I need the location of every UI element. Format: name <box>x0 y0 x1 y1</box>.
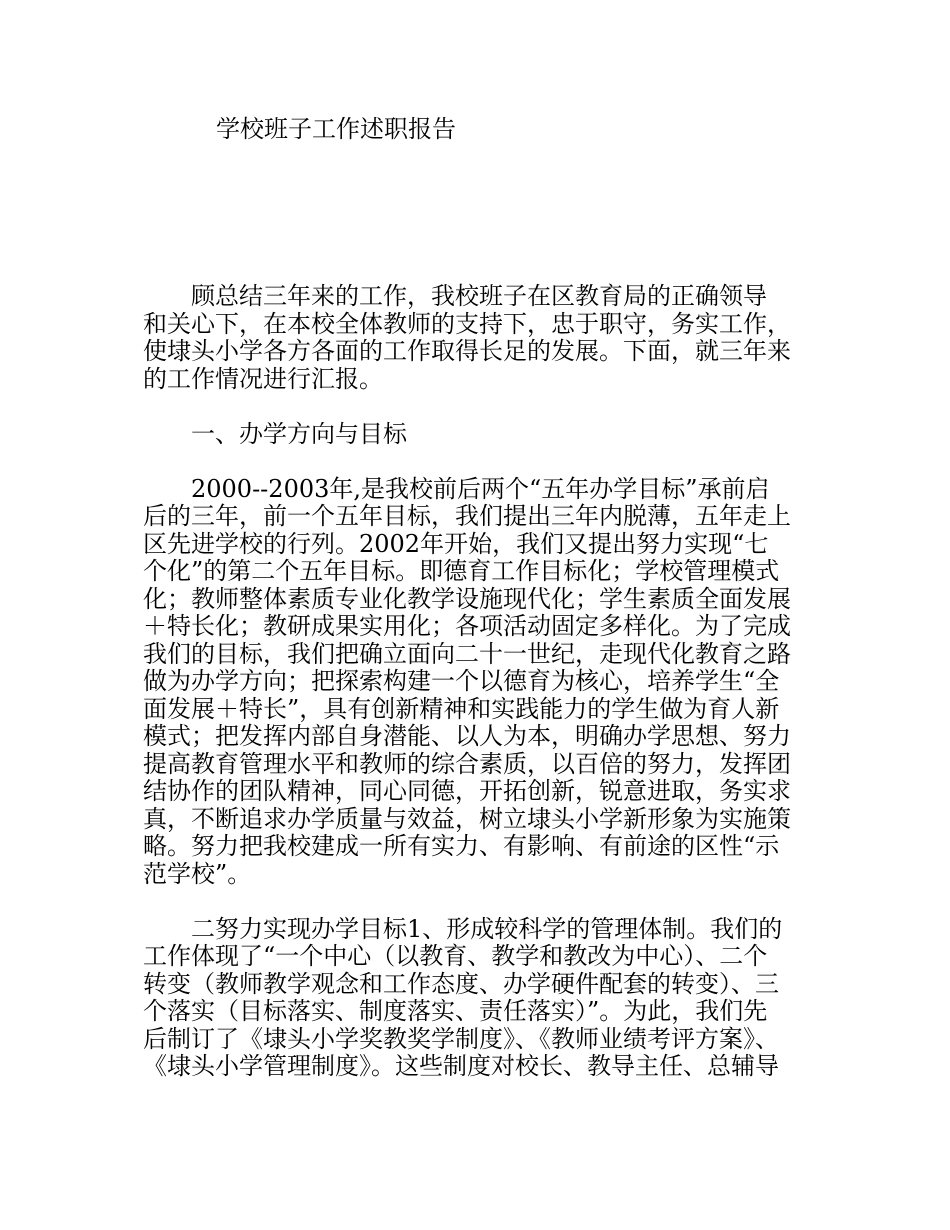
text-line: 面发展＋特长”，具有创新精神和实践能力的学生做为育人新 <box>143 694 780 723</box>
text-line: 《埭头小学管理制度》。这些制度对校长、教导主任、总辅导 <box>143 1052 779 1080</box>
text-line: 略。努力把我校建成一所有实力、有影响、有前途的区性“示 <box>143 832 780 860</box>
text-line: 工作体现了“一个中心（以教育、教学和教改为中心）、二个 <box>143 942 768 970</box>
text-line: 范学校”。 <box>143 859 252 888</box>
text-line: 转变（教师教学观念和工作态度、办学硬件配套的转变）、三 <box>143 969 779 998</box>
text-line: 和关心下，在本校全体教师的支持下，忠于职守，务实工作， <box>143 309 791 338</box>
text-line: 的工作情况进行汇报。 <box>143 364 383 393</box>
paragraph-goals <box>143 476 823 889</box>
text-line: 提高教育管理水平和教师的综合素质，以百倍的努力，发挥团 <box>143 749 791 778</box>
text-line: 模式；把发挥内部自身潜能、以人为本，明确办学思想、努力 <box>143 722 791 750</box>
paragraph-intro <box>143 283 823 393</box>
text-line: 二努力实现办学目标1、形成较科学的管理体制。我们的 <box>143 914 783 943</box>
text-line: 个落实（目标落实、制度落实、责任落实）”。为此，我们先 <box>143 997 768 1025</box>
text-line: 我们的目标，我们把确立面向二十一世纪，走现代化教育之路 <box>143 639 791 668</box>
section-heading-1 <box>143 421 823 449</box>
text-line: 做为办学方向；把探索构建一个以德育为核心，培养学生“全 <box>143 667 780 695</box>
text-line: 真，不断追求办学质量与效益，树立埭头小学新形象为实施策 <box>143 804 791 833</box>
text-line: 区先进学校的行列。2002年开始，我们又提出努力实现“七 <box>143 529 769 558</box>
text-line: 结协作的团队精神，同心同德，开拓创新，锐意进取，务实求 <box>143 777 791 805</box>
text-line: ＋特长化；教研成果实用化；各项活动固定多样化。为了完成 <box>143 612 791 640</box>
text-line: 使埭头小学各方各面的工作取得长足的发展。下面，就三年来 <box>143 337 791 365</box>
text-line: 化；教师整体素质专业化教学设施现代化；学生素质全面发展 <box>143 584 791 613</box>
document-title: 学校班子工作述职报告 <box>216 115 456 143</box>
paragraph-management <box>143 916 823 1081</box>
text-line: 一、办学方向与目标 <box>143 419 407 448</box>
text-line: 2000--2003年,是我校前后两个“五年办学目标”承前启 <box>143 474 770 503</box>
text-line: 顾总结三年来的工作，我校班子在区教育局的正确领导 <box>143 282 767 310</box>
text-line: 后的三年，前一个五年目标，我们提出三年内脱薄，五年走上 <box>143 502 791 530</box>
text-line: 个化”的第二个五年目标。即德育工作目标化；学校管理模式 <box>143 557 780 585</box>
text-line: 后制订了《埭头小学奖教奖学制度》、《教师业绩考评方案》、 <box>143 1024 779 1053</box>
document-body <box>143 283 823 1081</box>
